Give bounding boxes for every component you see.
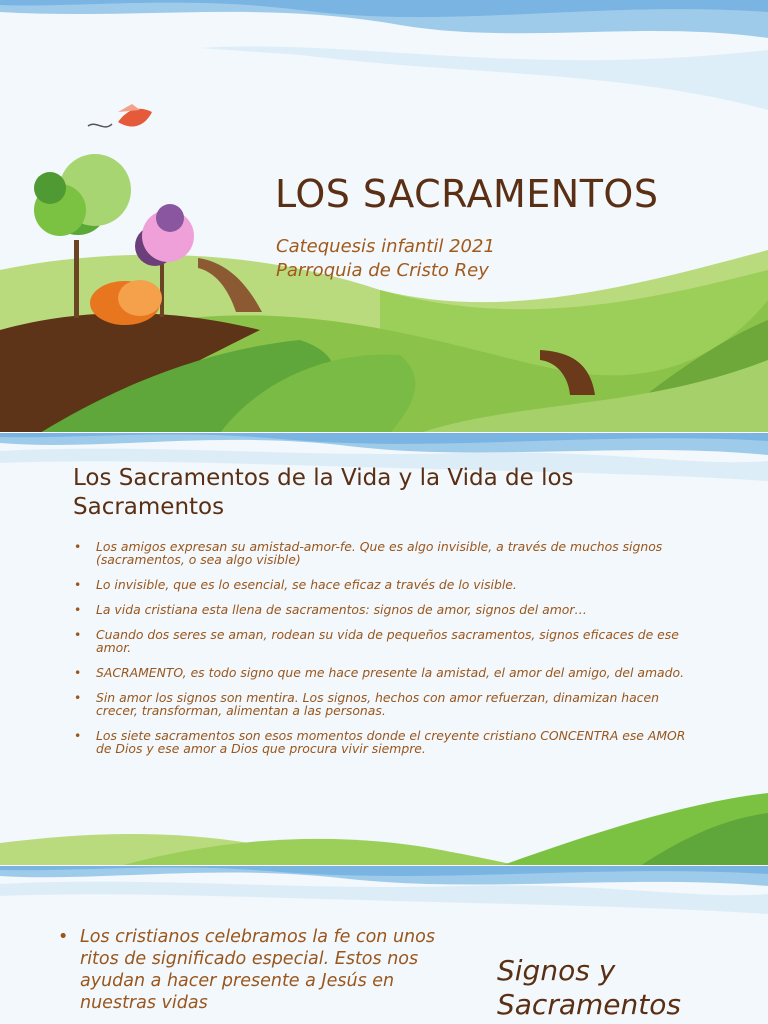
slide3-bullet: • Los cristianos celebramos la fe con unos ritos de significado especial. Estos nos ayudan a hacer presente a Jesús en nuestras vidas [58, 927, 435, 1013]
slide-title [0, 0, 768, 433]
subtitle-line-1: Catequesis infantil 2021 [276, 236, 495, 257]
slide1-subtitle [276, 235, 495, 283]
list-item: • Cuando dos seres se aman, rodean su vida de pequeños sacramentos, signos eficaces de ese amor. [74, 627, 679, 655]
list-item: • Lo invisible, que es lo esencial, se hace eficaz a través de lo visible. [74, 577, 517, 592]
slide2-title: Los Sacramentos de la Vida y la Vida de los Sacramentos [73, 465, 574, 520]
bullet-list [73, 540, 703, 767]
slide1-title: LOS SACRAMENTOS [275, 172, 659, 216]
bullet-dot: • [74, 602, 82, 617]
list-item: • Sin amor los signos son mentira. Los signos, hechos con amor refuerzan, dinamizan hacen crecer, transforman, alimentan a las personas. [74, 690, 659, 718]
list-item: • Los siete sacramentos son esos momentos donde el creyente cristiano CONCENTRA ese AMOR de Dios y ese amor a Dios que procura vivir siempre. [74, 728, 686, 756]
bullet-dot: • [74, 665, 82, 680]
list-item: • La vida cristiana esta llena de sacramentos: signos de amor, signos del amor… [74, 602, 587, 617]
bullet-dot: • [74, 690, 82, 705]
bullet-dot: • [74, 539, 82, 554]
bullet-dot: • [74, 728, 82, 743]
subtitle-line-2: Parroquia de Cristo Rey [276, 260, 489, 281]
slide3-title: Signos y Sacramentos [497, 954, 681, 1021]
landscape-illustration [0, 0, 768, 433]
slide-signos-sacramentos [0, 866, 768, 1024]
bullet-dot: • [74, 627, 82, 642]
list-item: • SACRAMENTO, es todo signo que me hace presente la amistad, el amor del amigo, del amado. [74, 665, 685, 680]
bullet-dot: • [58, 927, 69, 947]
bullet-dot: • [74, 577, 82, 592]
slide-sacramentos-vida [0, 433, 768, 866]
list-item: • Los amigos expresan su amistad-amor-fe. Que es algo invisible, a través de muchos signos (sacramentos, o sea algo visible) [74, 539, 663, 567]
